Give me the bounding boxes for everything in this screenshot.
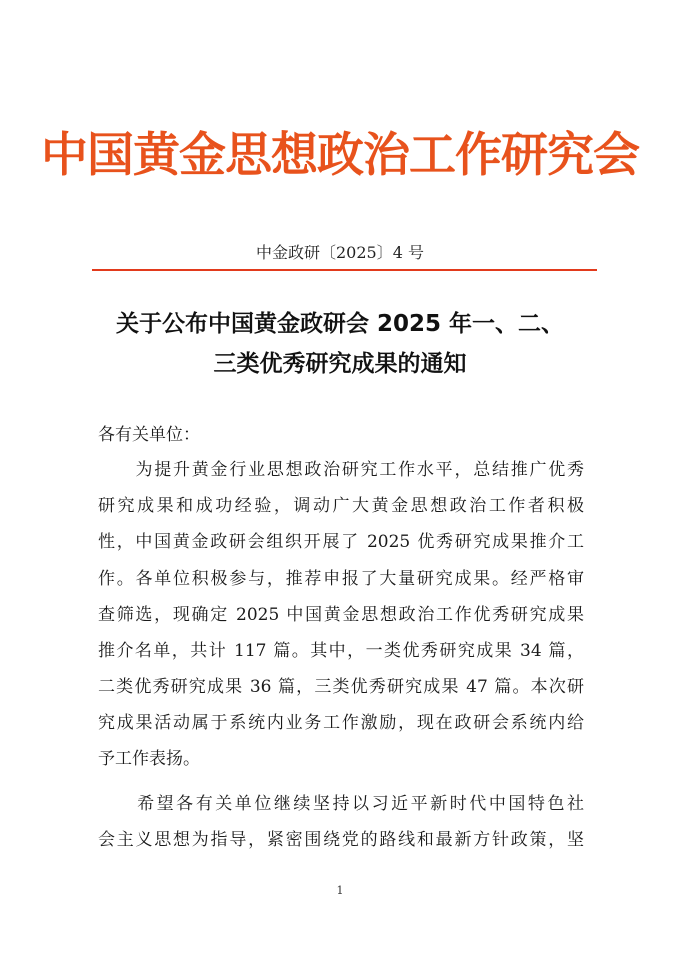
- body-line: 会主义思想为指导，紧密围绕党的路线和最新方针政策，坚: [98, 830, 584, 850]
- body-line: 作。各单位积极参与，推荐申报了大量研究成果。经严格审: [98, 569, 584, 589]
- body-line: 为提升黄金行业思想政治研究工作水平，总结推广优秀: [98, 460, 584, 480]
- notice-title-line-2: 三类优秀研究成果的通知: [213, 351, 467, 377]
- body-line: 二类优秀研究成果 36 篇，三类优秀研究成果 47 篇。本次研: [98, 677, 584, 697]
- document-number: 中金政研〔2025〕4 号: [256, 243, 424, 262]
- page-number: 1: [336, 884, 344, 897]
- notice-title-line-1: 关于公布中国黄金政研会 2025 年一、二、: [115, 311, 565, 337]
- body-line: 推介名单，共计 117 篇。其中，一类优秀研究成果 34 篇，: [98, 641, 584, 661]
- body-line: 究成果活动属于系统内业务工作激励，现在政研会系统内给: [98, 713, 584, 733]
- body-line: 希望各有关单位继续坚持以习近平新时代中国特色社: [98, 794, 584, 814]
- body-line: 研究成果和成功经验，调动广大黄金思想政治工作者积极: [98, 496, 584, 516]
- body-line: 查筛选，现确定 2025 中国黄金思想政治工作优秀研究成果: [98, 605, 584, 625]
- body-line: 予工作表扬。: [98, 749, 200, 769]
- salutation: 各有关单位：: [98, 425, 200, 445]
- body-line: 性，中国黄金政研会组织开展了 2025 优秀研究成果推介工: [98, 532, 584, 552]
- red-divider-line: [92, 269, 597, 271]
- masthead-organization-name: 中国黄金思想政治工作研究会: [41, 128, 639, 183]
